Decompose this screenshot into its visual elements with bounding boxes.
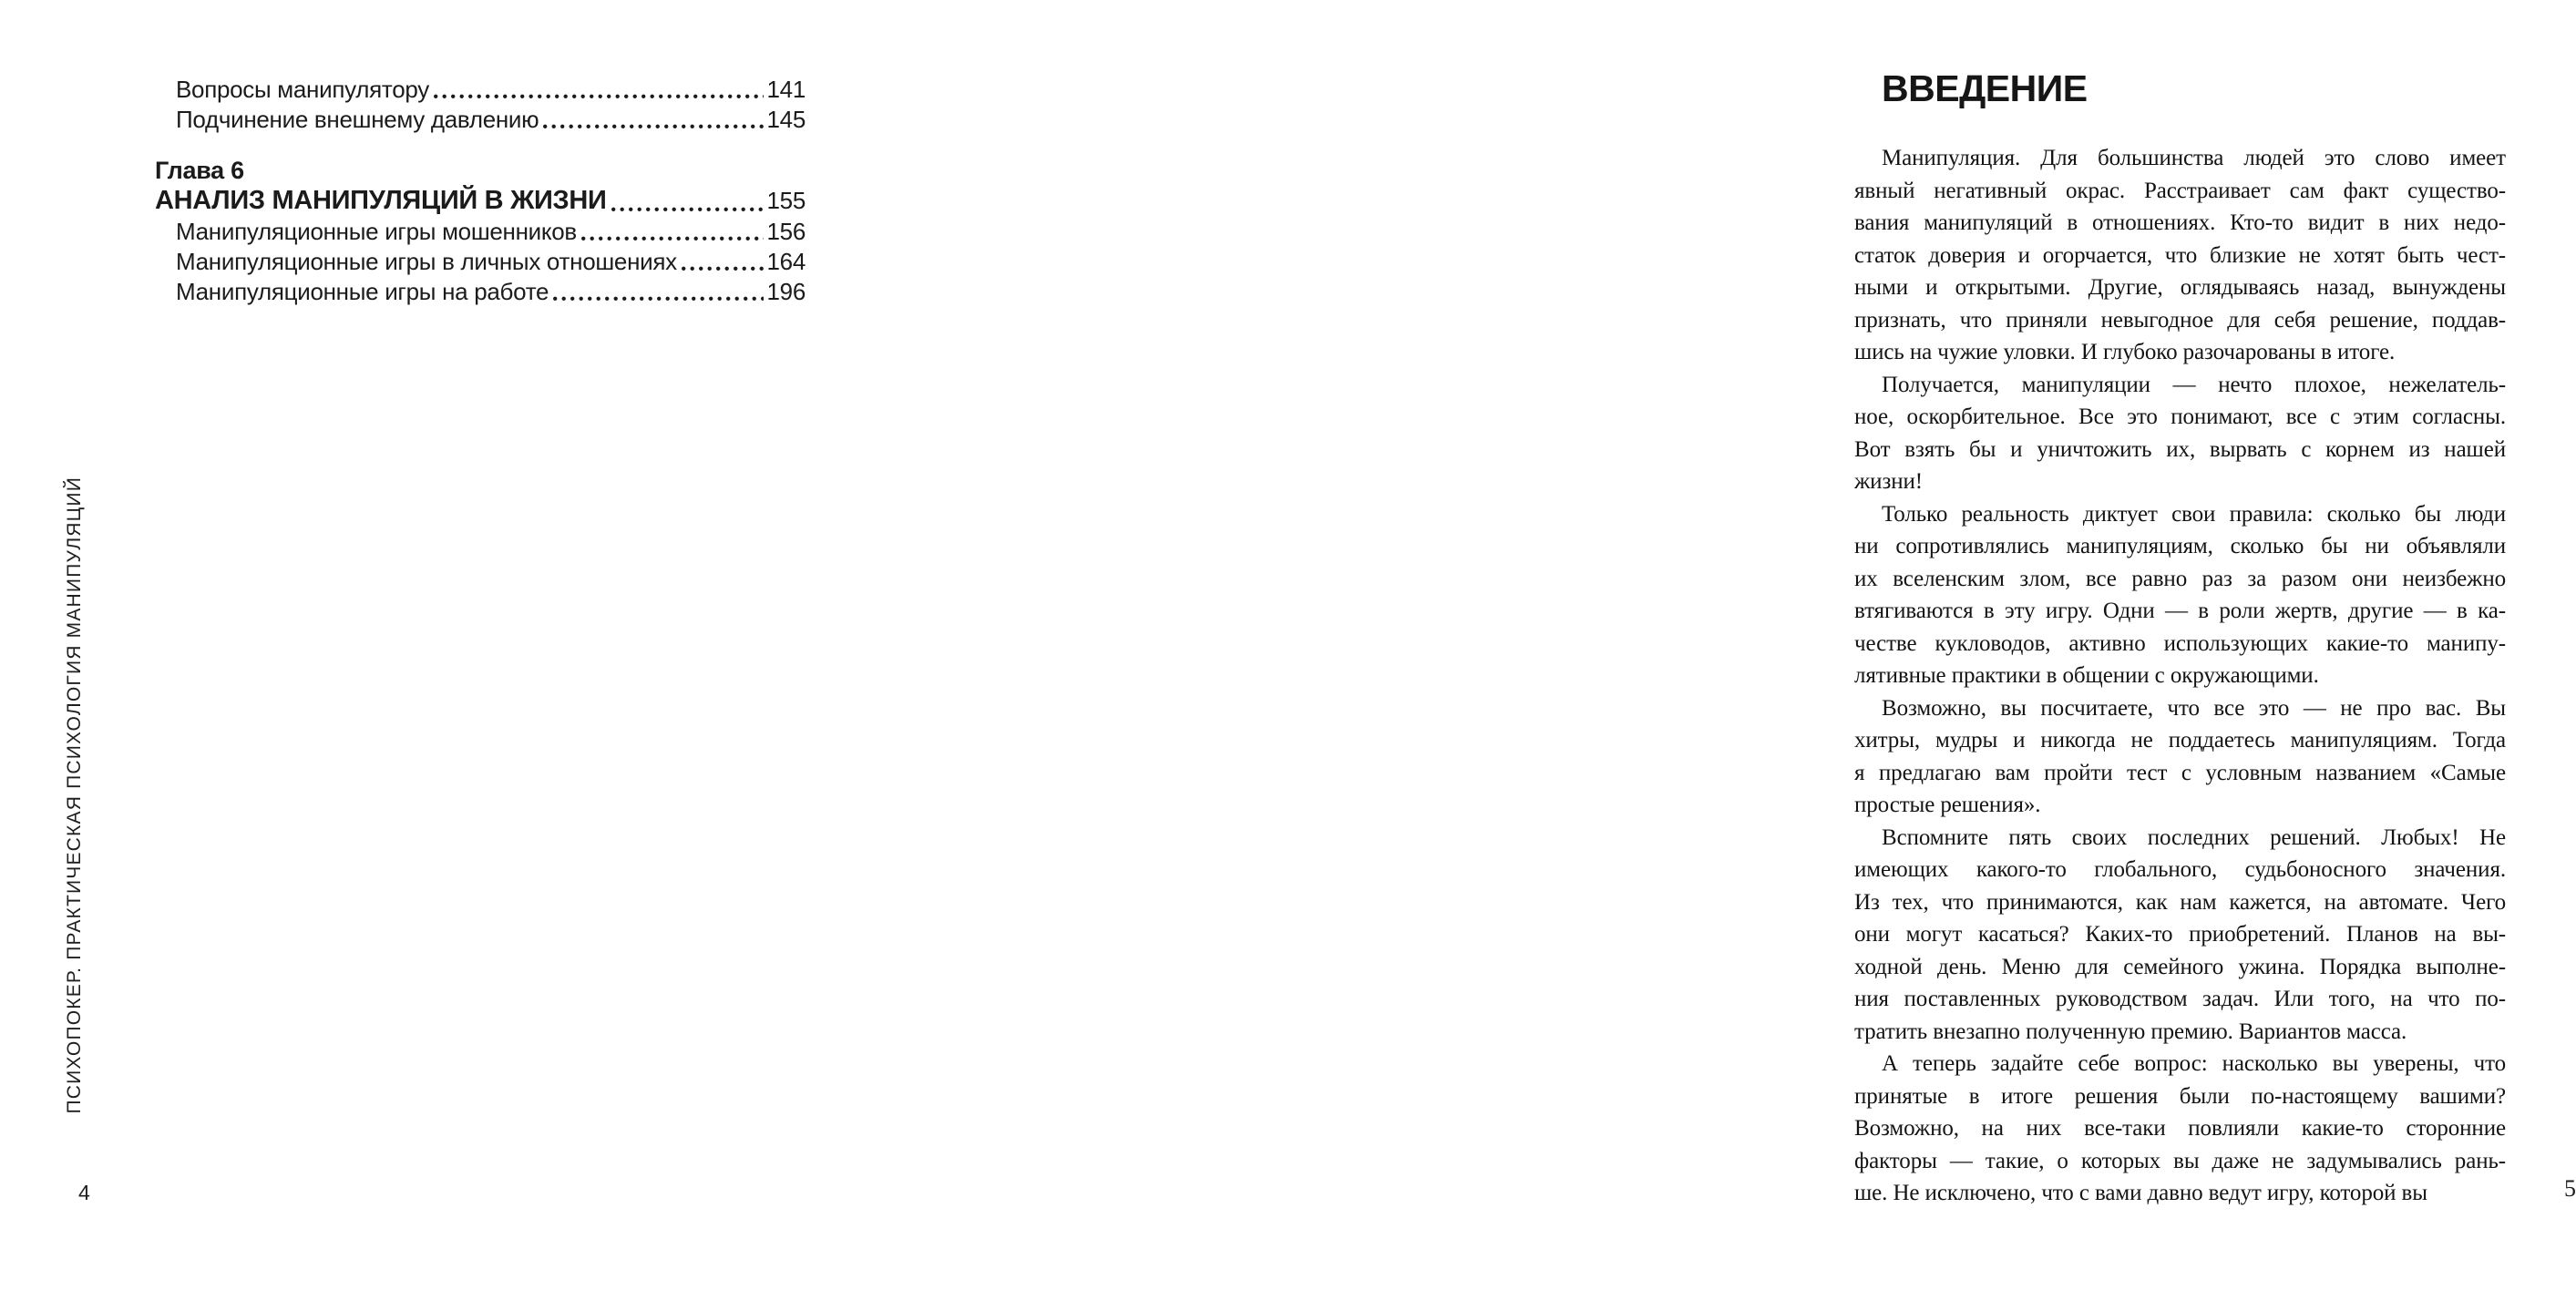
introduction-body [1854,142,2506,1210]
toc-page-number: 164 [766,248,806,275]
text-line: вания манипуляций в отношениях. Кто-то видит в них недо- [1854,210,2506,235]
text-line: их вселенским злом, все равно раз за разом они неизбежно [1854,566,2506,591]
dot-leader [434,94,764,99]
text-line: они могут касаться? Каких-то приобретений. Планов на вы- [1854,922,2506,947]
text-line: факторы — такие, о которых вы даже не задумывались рань- [1854,1148,2506,1173]
text-line: ния поставленных руководством задач. Или того, на что по- [1854,987,2506,1011]
text-line: тратить внезапно полученную премию. Вариантов масса. [1854,1019,2407,1044]
table-of-contents [155,77,806,309]
toc-chapter-title[interactable] [155,186,806,216]
paragraph [1854,369,2506,498]
toc-entry-label: Манипуляционные игры мошенников [176,218,577,245]
text-line: имеющих какого-то глобального, судьбоносного значения. [1854,857,2506,882]
paragraph [1854,1048,2506,1210]
toc-chapter-kicker [155,157,806,185]
paragraph [1854,692,2506,822]
text-line: Вспомните пять своих последних решений. Любых! Не [1882,824,2506,850]
toc-page-number: 196 [766,278,806,305]
text-line: явный негативный окрас. Расстраивает сам факт существо- [1854,178,2506,203]
toc-entry[interactable] [155,107,806,133]
toc-entry[interactable] [155,279,806,305]
page-number-right: 5 [2564,1175,2576,1202]
text-line: я предлагаю вам пройти тест с условным названием «Самые [1854,760,2506,785]
toc-page-number: 145 [766,106,806,133]
spine-title-text: ПСИХОПОКЕР. ПРАКТИЧЕСКАЯ ПСИХОЛОГИЯ МАНИПУЛЯЦИЙ [64,476,85,1114]
text-line: Только реальность диктует свои правила: сколько бы люди [1882,501,2506,527]
text-line: принятые в итоге решения были по-настоящему вашими? [1854,1083,2506,1109]
text-line: Возможно, вы посчитаете, что все это — не про вас. Вы [1882,695,2506,721]
spine-title [58,476,91,1114]
text-line: ше. Не исключено, что с вами давно ведут игру, которой вы [1854,1181,2427,1205]
text-line: Манипуляция. Для большинства людей это слово имеет [1882,146,2506,170]
text-line: шись на чужие уловки. И глубоко разочарованы в итоге. [1854,340,2396,364]
toc-entry-label: Глава 6 [155,157,244,184]
right-page [887,0,2576,1290]
text-line: лятивные практики в общении с окружающими. [1854,663,2319,688]
page-number-left: 4 [78,1181,90,1204]
text-line: ными и открытыми. Другие, оглядываясь назад, вынуждены [1854,275,2506,300]
text-line: ное, оскорбительное. Все это понимают, все с этим согласны. [1854,404,2506,429]
toc-entry[interactable] [155,219,806,245]
text-line: ни сопротивлялись манипуляциям, сколько бы ни объявляли [1854,534,2506,558]
text-line: честве кукловодов, активно использующих какие-то манипу- [1854,630,2506,656]
toc-page-number: 156 [766,218,806,245]
toc-entry[interactable] [155,249,806,275]
text-line: Из тех, что принимаются, как нам кажется, на автомате. Чего [1854,889,2506,915]
dot-leader [611,207,764,212]
toc-entry[interactable] [155,77,806,103]
toc-entry-label: Манипуляционные игры в личных отношениях [176,248,677,275]
paragraph [1854,498,2506,692]
dot-leader [682,266,764,271]
text-line: хитры, мудры и никогда не поддаетесь манипуляциям. Тогда [1854,728,2506,752]
toc-page-number: 141 [766,76,806,103]
text-line: ходной день. Меню для семейного ужина. Порядка выполне- [1854,954,2506,979]
chapter-heading: ВВЕДЕНИЕ [1882,67,2088,109]
text-line: простые решения». [1854,793,2041,817]
toc-entry-label: Вопросы манипулятору [176,76,429,103]
dot-leader [553,296,763,302]
toc-entry-label: Манипуляционные игры на работе [176,278,549,305]
paragraph [1854,142,2506,369]
toc-page-number: 155 [766,187,806,214]
text-line: признать, что приняли невыгодное для себя решение, поддав- [1854,307,2506,333]
dot-leader [581,236,764,241]
text-line: А теперь задайте себе вопрос: насколько вы уверены, что [1882,1051,2506,1076]
left-page [0,0,887,1290]
text-line: втягиваются в эту игру. Одни — в роли жертв, другие — в ка- [1854,599,2506,623]
text-line: Получается, манипуляции — нечто плохое, нежелатель- [1882,372,2506,397]
text-line: жизни! [1854,469,1924,494]
toc-entry-label: АНАЛИЗ МАНИПУЛЯЦИЙ В ЖИЗНИ [155,186,607,215]
text-line: Вот взять бы и уничтожить их, вырвать с корнем из нашей [1854,436,2506,462]
text-line: статок доверия и огорчается, что близкие не хотят быть чест- [1854,242,2506,268]
dot-leader [543,124,763,129]
paragraph [1854,822,2506,1049]
text-line: Возможно, на них все-таки повлияли какие-то сторонние [1854,1116,2506,1141]
toc-entry-label: Подчинение внешнему давлению [176,106,539,133]
